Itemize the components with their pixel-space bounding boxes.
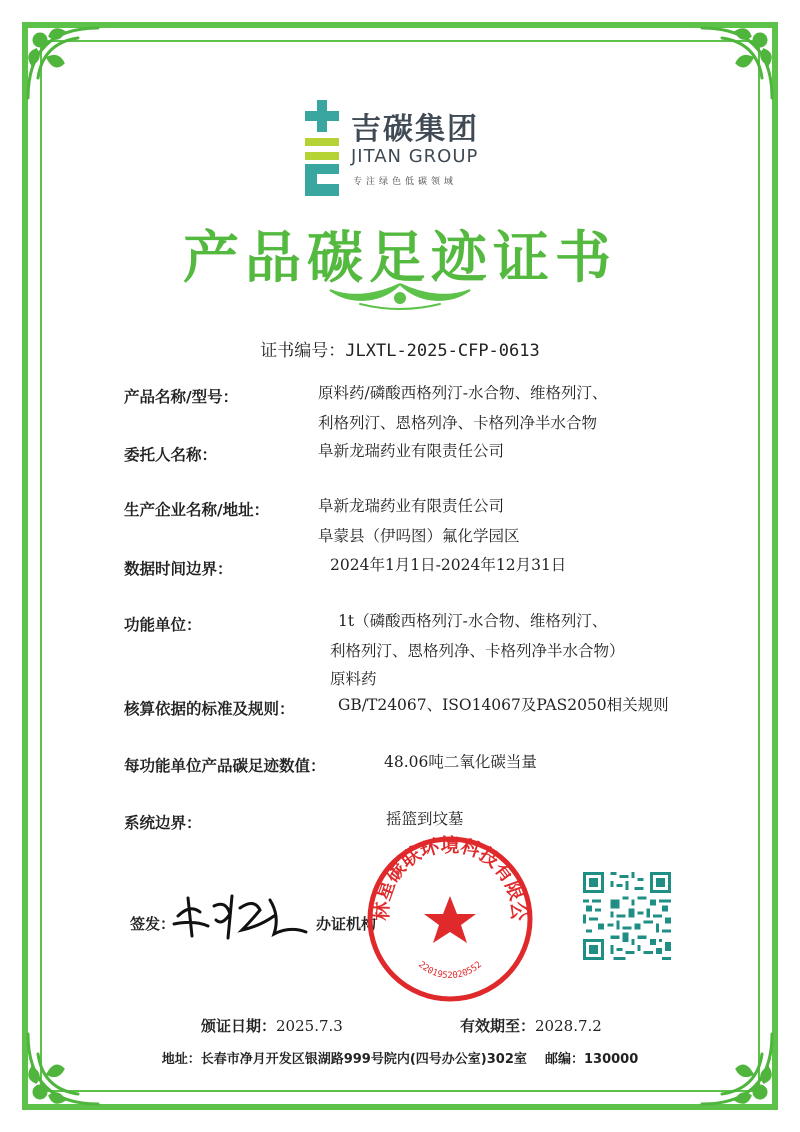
verification-qr-code[interactable] xyxy=(583,872,671,960)
corner-ornament-top-left xyxy=(18,18,108,108)
field-label-manufacturer: 生产企业名称/地址： xyxy=(124,501,270,519)
field-value-system-boundary: 摇篮到坟墓 xyxy=(386,810,464,828)
certificate-number xyxy=(0,336,800,361)
certificate-number-value: JLXTL-2025-CFP-0613 xyxy=(345,341,540,361)
title-flourish-icon xyxy=(320,274,480,310)
official-seal xyxy=(365,834,535,1004)
field-label-product: 产品名称/型号： xyxy=(124,388,239,406)
logo-slogan: 专注绿色低碳领域 xyxy=(353,177,458,187)
logo-name-cn: 吉碳集团 xyxy=(351,112,479,147)
svg-text:吉林星碳联环境科技有限公司: 林星碳联环境科技有限公 xyxy=(370,834,530,922)
corner-ornament-bottom-left xyxy=(18,1024,108,1114)
valid-until-value: 2028.7.2 xyxy=(535,1017,602,1035)
footer-address xyxy=(0,1048,800,1067)
sign-label: 签发： xyxy=(130,915,176,933)
field-label-standard: 核算依据的标准及规则： xyxy=(124,700,295,718)
field-value-functional-unit-line1: 1t（磷酸西格列汀-水合物、维格列汀、 xyxy=(338,612,608,630)
issue-date-label: 颁证日期： xyxy=(201,1017,277,1035)
logo-name-en: JITAN GROUP xyxy=(351,146,479,167)
corner-ornament-top-right xyxy=(692,18,782,108)
field-value-functional-unit-line2: 利格列汀、恩格列净、卡格列净半水合物） xyxy=(330,642,625,660)
field-value-manufacturer-address: 阜蒙县（伊吗图）氟化学园区 xyxy=(318,527,520,545)
issue-date-value: 2025.7.3 xyxy=(276,1017,343,1035)
field-value-carbon-footprint: 48.06吨二氧化碳当量 xyxy=(384,753,537,771)
field-value-product-line1: 原料药/磷酸西格列汀-水合物、维格列汀、 xyxy=(318,384,608,402)
company-logo xyxy=(305,100,505,196)
field-label-time-boundary: 数据时间边界： xyxy=(124,560,233,578)
certificate-number-label: 证书编号： xyxy=(260,341,346,361)
field-value-time-boundary: 2024年1月1日-2024年12月31日 xyxy=(330,556,567,574)
field-label-functional-unit: 功能单位： xyxy=(124,616,202,634)
certificate-title: 产品碳足迹证书 xyxy=(183,226,617,291)
field-value-functional-unit-line3: 原料药 xyxy=(330,670,377,688)
field-value-client: 阜新龙瑞药业有限责任公司 xyxy=(318,442,505,460)
field-label-carbon-footprint: 每功能单位产品碳足迹数值： xyxy=(124,757,326,775)
footer-postcode: 邮编：130000 xyxy=(544,1052,639,1067)
field-label-system-boundary: 系统边界： xyxy=(124,814,202,832)
logo-mark-icon xyxy=(305,100,339,196)
corner-ornament-bottom-right xyxy=(692,1024,782,1114)
valid-until xyxy=(460,1015,602,1036)
valid-until-label: 有效期至： xyxy=(460,1017,536,1035)
issuing-office-label: 办证机构 xyxy=(316,915,377,933)
svg-text:2201952020552: 2201952020552 xyxy=(416,959,484,982)
field-value-manufacturer-name: 阜新龙瑞药业有限责任公司 xyxy=(318,497,505,515)
field-value-standard: GB/T24067、ISO14067及PAS2050相关规则 xyxy=(338,696,669,714)
field-value-product-line2: 利格列汀、恩格列净、卡格列净半水合物 xyxy=(318,414,598,432)
footer-address-text: 地址：长春市净月开发区银湖路999号院内(四号办公室)302室 xyxy=(161,1052,527,1067)
handwritten-signature-icon xyxy=(170,886,310,946)
issue-date xyxy=(201,1015,343,1036)
field-label-client: 委托人名称： xyxy=(124,446,218,464)
